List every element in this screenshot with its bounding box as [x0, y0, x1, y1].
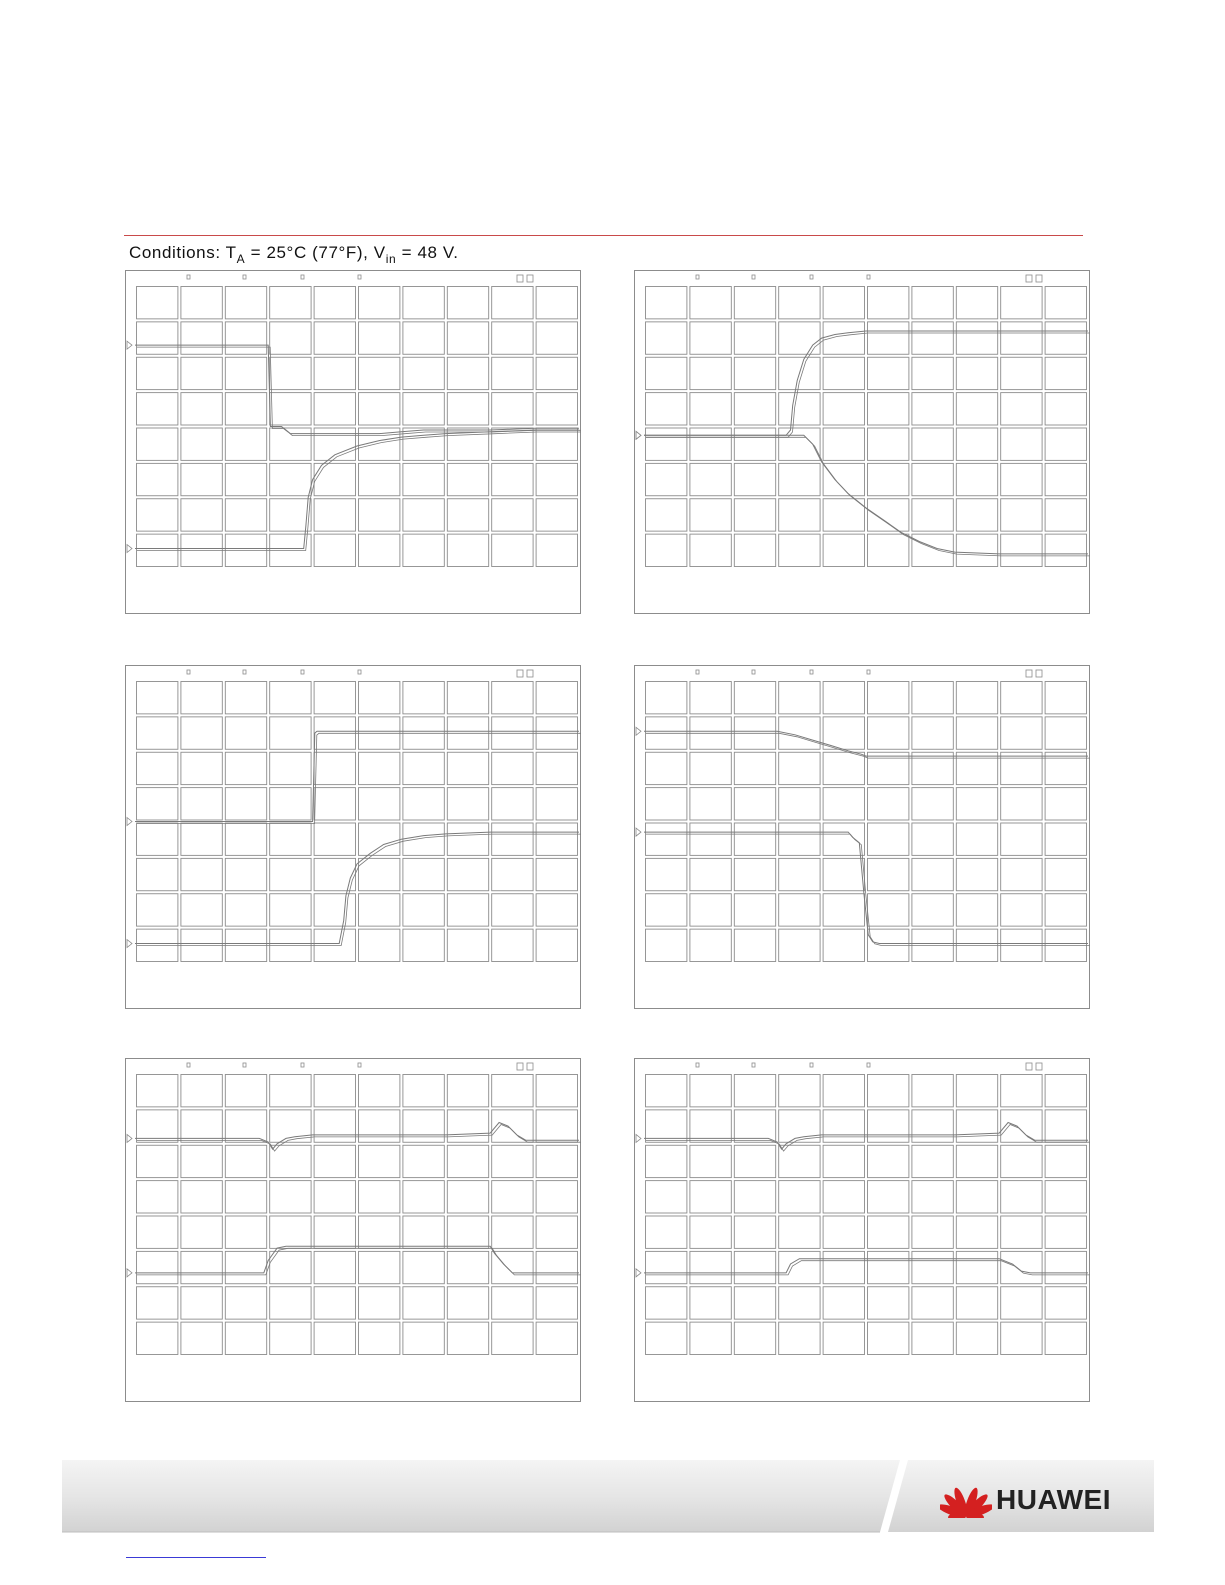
scope-svg — [634, 1058, 1090, 1402]
scope-svg — [634, 270, 1090, 614]
scope-svg — [634, 665, 1090, 1009]
scope-svg — [125, 1058, 581, 1402]
scope-svg — [125, 665, 581, 1009]
scope-plot-6 — [634, 1058, 1090, 1402]
footer-link[interactable] — [126, 1557, 266, 1558]
brand-wordmark: HUAWEI — [996, 1484, 1111, 1515]
header-rule — [124, 235, 1083, 236]
scope-plot-5 — [125, 1058, 581, 1402]
scope-svg — [125, 270, 581, 614]
test-conditions: Conditions: $T_A = 25^\circ C$ (77°F), $V_{in} = 48$ V. — [129, 243, 459, 266]
scope-plot-2 — [634, 270, 1090, 614]
huawei-logo-icon — [940, 1478, 992, 1518]
scope-plot-1 — [125, 270, 581, 614]
scope-plot-4 — [634, 665, 1090, 1009]
scope-plot-3 — [125, 665, 581, 1009]
